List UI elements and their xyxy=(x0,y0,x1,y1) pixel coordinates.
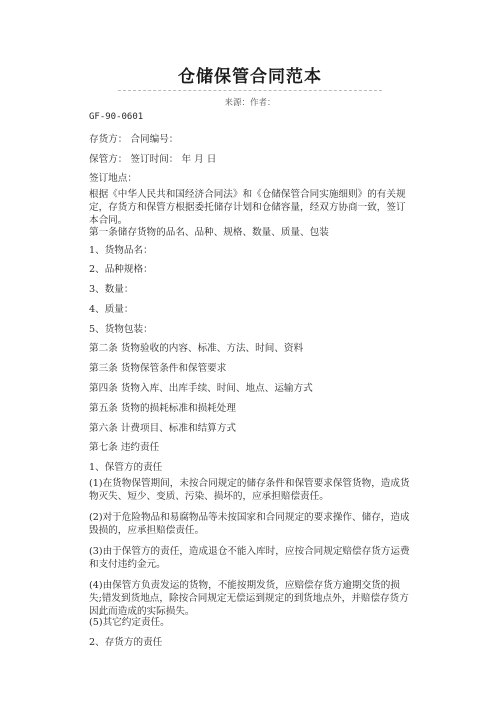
source-author-line: 来源：作者： xyxy=(224,98,276,108)
item-4: 4、质量： xyxy=(89,304,134,315)
subsection-2: 2、存货方的责任 xyxy=(89,637,163,648)
article-3: 第三条 货物保管条件和保管要求 xyxy=(89,363,227,374)
item-1: 1、货物品名： xyxy=(89,245,153,256)
contract-code: GF-90-0601 xyxy=(89,112,144,122)
item-2: 2、品种规格： xyxy=(89,264,153,275)
sign-place-line: 签订地点： xyxy=(89,173,137,184)
depositor-line: 存货方： 合同编号： xyxy=(89,134,179,145)
title-divider xyxy=(118,90,382,91)
preamble-paragraph: 根据《中华人民共和国经济合同法》和《仓储保管合同实施细则》的有关规定，存货方和保管方根据委托储存计划和仓储容量，经双方协商一致，签订本合同。 xyxy=(89,189,406,226)
item-5: 5、货物包装： xyxy=(89,324,153,335)
keeper-line: 保管方： 签订时间： 年 月 日 xyxy=(89,154,217,165)
paragraph-5: (5)其它约定责任。 xyxy=(89,617,170,628)
article-6: 第六条 计费项目、标准和结算方式 xyxy=(89,423,236,434)
document-title: 仓储保管合同范本 xyxy=(178,67,322,87)
item-3: 3、数量： xyxy=(89,284,134,295)
subsection-1: 1、保管方的责任 xyxy=(89,462,163,473)
article-7: 第七条 违约责任 xyxy=(89,442,160,453)
article-5: 第五条 货物的损耗标准和损耗处理 xyxy=(89,403,236,414)
paragraph-4: (4)由保管方负责发运的货物，不能按期发货，应赔偿存货方逾期交货的损失;错发到货地点，除按合同规定无偿运到规定的到货地点外，并赔偿存货方因此而造成的实际损失。 xyxy=(89,580,409,617)
article-1: 第一条储存货物的品名、品种、规格、数量、质量、包装 xyxy=(89,227,329,238)
article-2: 第二条 货物验收的内容、标准、方法、时间、资料 xyxy=(89,343,304,354)
paragraph-1: (1)在货物保管期间，未按合同规定的储存条件和保管要求保管货物，造成货物灭失、短少、变质、污染、损坏的，应承担赔偿责任。 xyxy=(89,478,410,502)
paragraph-2: (2)对于危险物品和易腐物品等未按国家和合同规定的要求操作、储存，造成毁损的，应承担赔偿责任。 xyxy=(89,512,410,536)
article-4: 第四条 货物入库、出库手续、时间、地点、运输方式 xyxy=(89,383,313,394)
paragraph-3: (3)由于保管方的责任，造成退仓不能入库时，应按合同规定赔偿存货方运费和支付违约金元。 xyxy=(89,546,410,570)
